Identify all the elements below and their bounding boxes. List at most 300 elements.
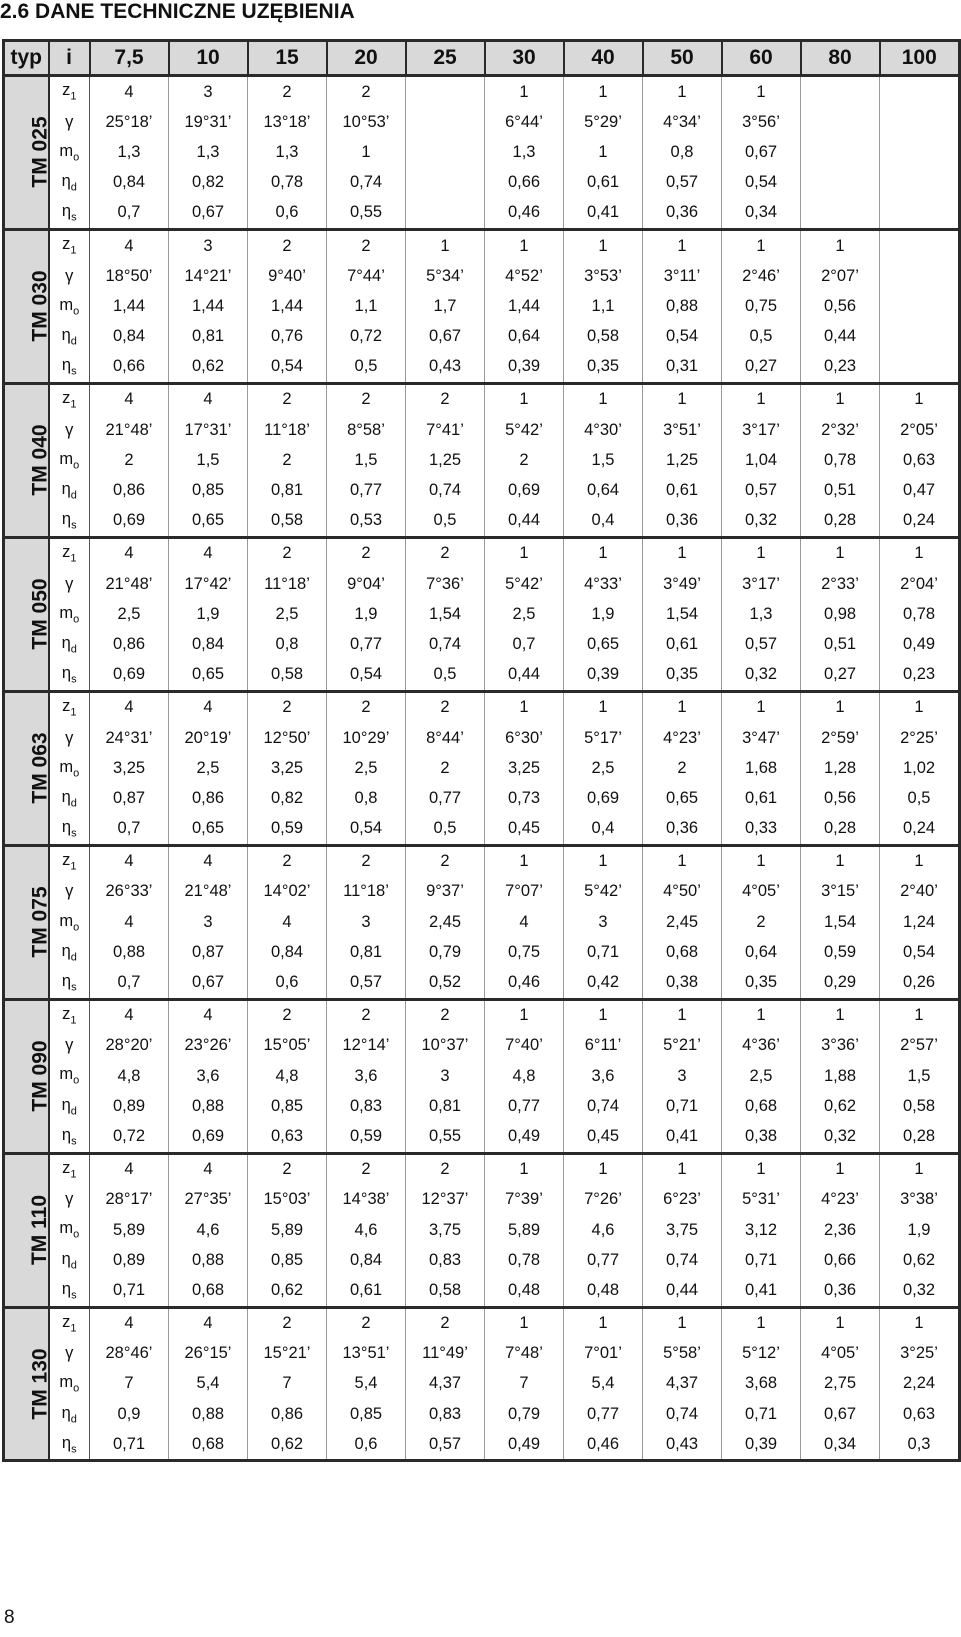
value-cell: 2	[406, 1307, 485, 1339]
value-cell: 28°20’	[90, 1031, 169, 1061]
value-cell: 2,45	[643, 907, 722, 937]
header-ratio: 60	[722, 41, 801, 76]
value-cell: 0,35	[643, 660, 722, 692]
type-label: TM 090	[28, 1040, 52, 1112]
value-cell: 0,74	[327, 168, 406, 198]
param-subscript: d	[70, 950, 77, 963]
value-cell: 1,02	[880, 753, 960, 783]
value-cell: 9°37’	[406, 877, 485, 907]
value-cell	[880, 107, 960, 137]
value-cell: 4	[90, 383, 169, 415]
param-symbol: m	[59, 295, 74, 314]
value-cell: 0,7	[485, 629, 564, 659]
table-row	[4, 814, 960, 846]
param-subscript: d	[70, 489, 77, 502]
table-row	[4, 475, 960, 505]
value-cell: 4,8	[90, 1061, 169, 1091]
value-cell: 2°04’	[880, 569, 960, 599]
param-subscript: s	[71, 365, 77, 378]
value-cell: 5,89	[248, 1215, 327, 1245]
value-cell: 7	[485, 1369, 564, 1399]
value-cell: 1	[485, 1153, 564, 1185]
value-cell: 0,85	[169, 475, 248, 505]
value-cell: 26°33’	[90, 877, 169, 907]
value-cell: 2	[248, 691, 327, 723]
param-subscript: d	[70, 181, 77, 194]
param-label	[49, 137, 90, 167]
value-cell: 0,78	[880, 599, 960, 629]
value-cell: 0,35	[722, 967, 801, 999]
param-subscript: o	[73, 1228, 80, 1241]
value-cell: 0,62	[169, 352, 248, 384]
value-cell: 4	[169, 383, 248, 415]
value-cell: 1,04	[722, 445, 801, 475]
param-label	[49, 475, 90, 505]
value-cell: 0,53	[327, 506, 406, 538]
value-cell: 0,54	[248, 352, 327, 384]
param-label	[49, 1061, 90, 1091]
value-cell: 3,6	[564, 1061, 643, 1091]
value-cell: 1	[485, 691, 564, 723]
value-cell: 0,29	[801, 967, 880, 999]
param-subscript: 1	[70, 1322, 77, 1335]
value-cell: 0,78	[485, 1245, 564, 1275]
value-cell: 0,55	[327, 198, 406, 230]
value-cell: 2,5	[722, 1061, 801, 1091]
value-cell: 14°21’	[169, 261, 248, 291]
param-symbol: γ	[65, 112, 74, 131]
table-row	[4, 1121, 960, 1153]
param-subscript: o	[73, 766, 80, 779]
value-cell: 4	[169, 999, 248, 1031]
param-symbol: γ	[65, 1190, 74, 1209]
value-cell: 2,75	[801, 1369, 880, 1399]
value-cell: 7°01’	[564, 1339, 643, 1369]
value-cell: 0,57	[406, 1429, 485, 1461]
value-cell: 0,67	[722, 137, 801, 167]
value-cell: 0,85	[248, 1245, 327, 1275]
value-cell: 0,62	[880, 1245, 960, 1275]
header-ratio: 15	[248, 41, 327, 76]
value-cell: 21°48’	[90, 415, 169, 445]
param-symbol: m	[59, 757, 74, 776]
value-cell: 2	[406, 691, 485, 723]
value-cell: 1	[722, 537, 801, 569]
param-symbol: m	[59, 1219, 74, 1238]
table-row	[4, 1399, 960, 1429]
value-cell: 9°04’	[327, 569, 406, 599]
value-cell: 5°12’	[722, 1339, 801, 1369]
value-cell: 3	[564, 907, 643, 937]
param-subscript: s	[71, 211, 77, 224]
value-cell: 1	[880, 845, 960, 877]
value-cell: 5°17’	[564, 723, 643, 753]
table-row	[4, 845, 960, 877]
value-cell: 0,36	[643, 506, 722, 538]
value-cell: 1	[801, 999, 880, 1031]
value-cell: 4	[90, 907, 169, 937]
header-row	[4, 41, 960, 76]
value-cell: 4°33’	[564, 569, 643, 599]
value-cell: 12°37’	[406, 1185, 485, 1215]
value-cell: 0,88	[643, 291, 722, 321]
value-cell: 7°40’	[485, 1031, 564, 1061]
value-cell: 0,67	[801, 1399, 880, 1429]
value-cell: 0,36	[643, 198, 722, 230]
value-cell: 4	[90, 229, 169, 261]
value-cell: 2	[406, 753, 485, 783]
param-label	[49, 753, 90, 783]
table-row	[4, 1245, 960, 1275]
value-cell: 2	[406, 383, 485, 415]
value-cell: 1,9	[880, 1215, 960, 1245]
value-cell	[880, 352, 960, 384]
value-cell: 0,61	[643, 475, 722, 505]
param-subscript: 1	[70, 860, 77, 873]
type-label: TM 063	[28, 732, 52, 804]
value-cell: 2	[248, 1307, 327, 1339]
value-cell: 1	[643, 845, 722, 877]
value-cell: 2	[248, 229, 327, 261]
value-cell: 0,66	[801, 1245, 880, 1275]
value-cell: 4°23’	[801, 1185, 880, 1215]
param-symbol: η	[61, 479, 71, 498]
value-cell: 0,74	[406, 475, 485, 505]
value-cell: 1,54	[643, 599, 722, 629]
value-cell: 2	[248, 445, 327, 475]
value-cell: 2	[327, 999, 406, 1031]
value-cell: 7	[248, 1369, 327, 1399]
param-symbol: γ	[65, 266, 74, 285]
param-label	[49, 1121, 90, 1153]
param-label	[49, 1031, 90, 1061]
value-cell: 1,9	[327, 599, 406, 629]
value-cell: 0,5	[406, 660, 485, 692]
value-cell: 0,49	[880, 629, 960, 659]
value-cell	[880, 198, 960, 230]
value-cell: 13°18’	[248, 107, 327, 137]
value-cell: 0,23	[880, 660, 960, 692]
table-row	[4, 629, 960, 659]
param-symbol: η	[61, 202, 72, 221]
value-cell: 4	[169, 691, 248, 723]
value-cell: 0,35	[564, 352, 643, 384]
param-subscript: o	[73, 151, 80, 164]
value-cell: 4°50’	[643, 877, 722, 907]
value-cell: 1,5	[169, 445, 248, 475]
param-symbol: η	[61, 1125, 72, 1144]
value-cell: 0,83	[327, 1091, 406, 1121]
value-cell: 0,46	[564, 1429, 643, 1461]
value-cell: 0,43	[643, 1429, 722, 1461]
header-ratio: 25	[406, 41, 485, 76]
value-cell: 2,5	[169, 753, 248, 783]
value-cell: 3,75	[643, 1215, 722, 1245]
value-cell: 0,67	[169, 198, 248, 230]
value-cell: 3	[643, 1061, 722, 1091]
value-cell: 0,49	[485, 1429, 564, 1461]
param-label	[49, 107, 90, 137]
value-cell	[406, 198, 485, 230]
value-cell: 0,28	[880, 1121, 960, 1153]
gear-data-table	[2, 39, 961, 1462]
param-label	[49, 76, 90, 108]
value-cell: 1	[485, 229, 564, 261]
value-cell: 10°29’	[327, 723, 406, 753]
section-title: 2.6 DANE TECHNICZNE UZĘBIENIA	[0, 0, 355, 23]
param-label	[49, 537, 90, 569]
table-row	[4, 569, 960, 599]
param-symbol: γ	[65, 420, 74, 439]
value-cell: 1	[485, 845, 564, 877]
value-cell: 0,42	[564, 967, 643, 999]
param-label	[49, 1307, 90, 1339]
value-cell: 0,67	[406, 322, 485, 352]
value-cell: 0,73	[485, 783, 564, 813]
value-cell: 1	[880, 537, 960, 569]
value-cell: 2	[406, 537, 485, 569]
value-cell: 5,4	[169, 1369, 248, 1399]
value-cell: 0,41	[643, 1121, 722, 1153]
value-cell: 0,3	[880, 1429, 960, 1461]
param-label	[49, 261, 90, 291]
value-cell: 4,37	[643, 1369, 722, 1399]
value-cell: 1,1	[564, 291, 643, 321]
value-cell: 17°31’	[169, 415, 248, 445]
param-symbol: z	[62, 1312, 71, 1331]
param-subscript: d	[70, 1258, 77, 1271]
value-cell: 4,8	[485, 1061, 564, 1091]
value-cell: 3°11’	[643, 261, 722, 291]
value-cell: 0,36	[801, 1275, 880, 1307]
value-cell: 0,32	[880, 1275, 960, 1307]
value-cell: 1,54	[801, 907, 880, 937]
value-cell: 1,3	[248, 137, 327, 167]
value-cell: 6°44’	[485, 107, 564, 137]
value-cell: 7°44’	[327, 261, 406, 291]
value-cell: 0,8	[643, 137, 722, 167]
value-cell: 1	[485, 999, 564, 1031]
value-cell: 0,77	[327, 475, 406, 505]
value-cell: 2	[248, 537, 327, 569]
value-cell: 11°49’	[406, 1339, 485, 1369]
param-label	[49, 783, 90, 813]
table-row	[4, 445, 960, 475]
value-cell: 0,75	[485, 937, 564, 967]
value-cell: 1	[485, 76, 564, 108]
header-ratio: 7,5	[90, 41, 169, 76]
value-cell: 25°18’	[90, 107, 169, 137]
param-label	[49, 907, 90, 937]
header-ratio: 80	[801, 41, 880, 76]
value-cell: 1	[722, 229, 801, 261]
value-cell	[801, 198, 880, 230]
value-cell: 0,79	[485, 1399, 564, 1429]
value-cell: 9°40’	[248, 261, 327, 291]
param-symbol: m	[59, 1373, 74, 1392]
header-ratio: 20	[327, 41, 406, 76]
param-label	[49, 1185, 90, 1215]
value-cell: 1	[643, 76, 722, 108]
value-cell: 0,32	[801, 1121, 880, 1153]
value-cell: 5°58’	[643, 1339, 722, 1369]
value-cell: 0,71	[90, 1275, 169, 1307]
value-cell: 0,84	[248, 937, 327, 967]
value-cell: 1,54	[406, 599, 485, 629]
param-subscript: s	[71, 519, 77, 532]
value-cell: 21°48’	[169, 877, 248, 907]
value-cell: 7°36’	[406, 569, 485, 599]
value-cell: 1,44	[169, 291, 248, 321]
value-cell: 1	[564, 999, 643, 1031]
param-symbol: η	[61, 1403, 71, 1422]
param-label	[49, 723, 90, 753]
value-cell: 1,25	[643, 445, 722, 475]
table-row	[4, 1031, 960, 1061]
value-cell: 3	[327, 907, 406, 937]
value-cell: 1	[564, 691, 643, 723]
value-cell: 14°02’	[248, 877, 327, 907]
value-cell: 0,54	[643, 322, 722, 352]
value-cell	[880, 76, 960, 108]
type-cell	[4, 999, 52, 1153]
param-label	[49, 999, 90, 1031]
value-cell: 2	[327, 76, 406, 108]
param-symbol: m	[59, 449, 74, 468]
value-cell: 0,56	[801, 291, 880, 321]
header-ratio: 30	[485, 41, 564, 76]
value-cell: 1,5	[564, 445, 643, 475]
table-row	[4, 907, 960, 937]
value-cell: 0,63	[880, 1399, 960, 1429]
value-cell: 0,64	[485, 322, 564, 352]
value-cell: 4	[169, 1153, 248, 1185]
value-cell: 0,7	[90, 967, 169, 999]
value-cell: 0,81	[248, 475, 327, 505]
value-cell: 4	[169, 845, 248, 877]
value-cell: 0,59	[327, 1121, 406, 1153]
value-cell: 0,77	[485, 1091, 564, 1121]
value-cell: 0,69	[90, 506, 169, 538]
value-cell: 3°53’	[564, 261, 643, 291]
value-cell: 0,63	[248, 1121, 327, 1153]
value-cell: 0,6	[327, 1429, 406, 1461]
value-cell: 0,41	[722, 1275, 801, 1307]
param-label	[49, 322, 90, 352]
value-cell: 1	[485, 537, 564, 569]
value-cell: 0,4	[564, 506, 643, 538]
value-cell: 0,55	[406, 1121, 485, 1153]
param-subscript: 1	[70, 552, 77, 565]
param-symbol: z	[62, 543, 71, 562]
table-row	[4, 723, 960, 753]
value-cell: 2	[643, 753, 722, 783]
value-cell: 0,28	[801, 814, 880, 846]
value-cell: 20°19’	[169, 723, 248, 753]
param-label	[49, 1429, 90, 1461]
param-subscript: s	[71, 1442, 77, 1455]
param-label	[49, 1399, 90, 1429]
value-cell: 0,84	[327, 1245, 406, 1275]
value-cell	[406, 168, 485, 198]
table-row	[4, 877, 960, 907]
value-cell: 4	[90, 845, 169, 877]
value-cell: 0,48	[485, 1275, 564, 1307]
value-cell: 0,58	[248, 506, 327, 538]
value-cell: 11°18’	[248, 415, 327, 445]
value-cell: 1	[722, 76, 801, 108]
value-cell: 1	[880, 999, 960, 1031]
value-cell: 1	[801, 691, 880, 723]
value-cell: 7°26’	[564, 1185, 643, 1215]
value-cell: 6°30’	[485, 723, 564, 753]
param-symbol: z	[62, 235, 71, 254]
param-label	[49, 445, 90, 475]
value-cell: 0,33	[722, 814, 801, 846]
param-subscript: o	[73, 305, 80, 318]
value-cell: 0,85	[327, 1399, 406, 1429]
value-cell: 2°57’	[880, 1031, 960, 1061]
value-cell: 2°07’	[801, 261, 880, 291]
value-cell: 0,89	[90, 1245, 169, 1275]
value-cell: 0,78	[801, 445, 880, 475]
value-cell: 0,26	[880, 967, 960, 999]
value-cell: 3,6	[169, 1061, 248, 1091]
value-cell: 0,64	[722, 937, 801, 967]
value-cell: 1,3	[169, 137, 248, 167]
value-cell: 2	[327, 229, 406, 261]
value-cell: 0,38	[643, 967, 722, 999]
value-cell: 0,74	[643, 1399, 722, 1429]
param-subscript: d	[70, 797, 77, 810]
table-row	[4, 261, 960, 291]
value-cell: 0,74	[643, 1245, 722, 1275]
value-cell: 5°29’	[564, 107, 643, 137]
value-cell: 4	[485, 907, 564, 937]
value-cell	[406, 76, 485, 108]
param-label	[49, 691, 90, 723]
param-symbol: z	[62, 389, 71, 408]
param-label	[49, 1215, 90, 1245]
value-cell: 4	[169, 537, 248, 569]
value-cell	[801, 107, 880, 137]
value-cell: 5,89	[90, 1215, 169, 1245]
table-row	[4, 1275, 960, 1307]
value-cell: 0,61	[327, 1275, 406, 1307]
param-subscript: s	[71, 673, 77, 686]
value-cell: 0,61	[722, 783, 801, 813]
param-symbol: η	[61, 1249, 71, 1268]
value-cell: 0,5	[880, 783, 960, 813]
value-cell	[880, 168, 960, 198]
value-cell: 0,56	[801, 783, 880, 813]
value-cell: 10°53’	[327, 107, 406, 137]
param-label	[49, 660, 90, 692]
value-cell: 0,71	[643, 1091, 722, 1121]
value-cell: 0,84	[90, 168, 169, 198]
value-cell: 0,27	[722, 352, 801, 384]
value-cell: 0,81	[406, 1091, 485, 1121]
param-subscript: 1	[70, 90, 77, 103]
param-subscript: s	[71, 1135, 77, 1148]
value-cell: 1	[643, 1153, 722, 1185]
value-cell: 3,75	[406, 1215, 485, 1245]
param-symbol: η	[61, 1279, 72, 1298]
value-cell: 2	[327, 1307, 406, 1339]
param-label	[49, 1245, 90, 1275]
table-row	[4, 1429, 960, 1461]
value-cell: 5°42’	[564, 877, 643, 907]
